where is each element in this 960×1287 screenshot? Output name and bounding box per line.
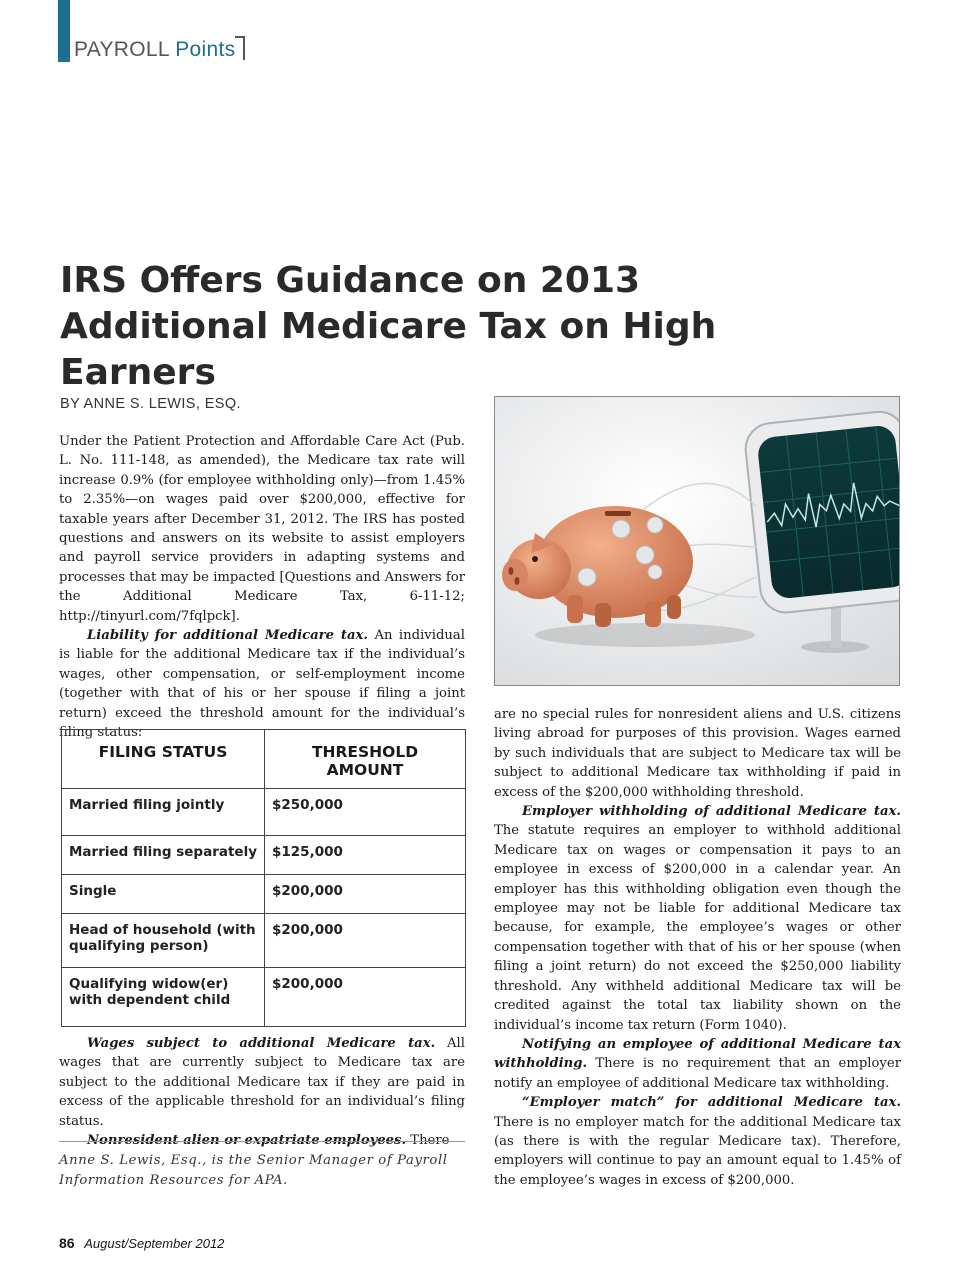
paragraph-employer-withholding <box>494 802 901 1035</box>
threshold-amount-cell: $200,000 <box>265 968 466 1027</box>
threshold-amount-cell: $125,000 <box>265 836 466 875</box>
header-suffix: Points <box>175 38 236 61</box>
article-title: IRS Offers Guidance on 2013 Additional Medicare Tax on High Earners <box>60 260 717 393</box>
author-bio: Anne S. Lewis, Esq., is the Senior Manager of Payroll Information Resources for APA. <box>59 1153 448 1188</box>
issue-date: August/September 2012 <box>84 1236 225 1251</box>
filing-status-cell: Married filing jointly <box>62 789 265 836</box>
lead-nonresident: Nonresident alien or expatriate employees. <box>87 1133 407 1149</box>
text-liability: An individual is liable for the additional Medicare tax if the individual’s wages, other compensation, or self-employment income (together with that of his or her spouse if filing a joint return) exceed the threshold amount for the individual’s filing status: <box>59 628 465 741</box>
page-number: 86 <box>59 1235 75 1251</box>
filing-status-cell: Married filing separately <box>62 836 265 875</box>
threshold-amount-cell: $200,000 <box>265 914 466 968</box>
intro-paragraph: Under the Patient Protection and Affordable Care Act (Pub. L. No. 111-148, as amended), the Medicare tax rate will increase 0.9% (for employee withholding only)—from 1.45% to 2.35%—on wages paid over $200,000, effective for taxable years after December 31, 2012. The IRS has posted questions and answers on its website to assist employers and payroll service providers in adapting systems and processes that may be impacted [Questions and Answers for the Additional Medicare Tax, 6-11-12; http://tinyurl.com/7fqlpck]. <box>59 434 465 624</box>
table-row <box>62 875 466 914</box>
table-row <box>62 968 466 1027</box>
filing-status-cell: Head of household (with qualifying person) <box>62 914 265 968</box>
text-nonresident: There <box>406 1133 450 1149</box>
bio-divider <box>59 1141 465 1142</box>
text-employer-withholding: The statute requires an employer to withhold additional Medicare tax on wages or compensation it pays to an employee in excess of $200,000 in a calendar year. An employer has this withholding obligation even though the employee may not be liable for additional Medicare tax because, for example, the employee’s wages or other compensation together with that of his or her spouse (when filing a joint return) do not exceed the $250,000 liability threshold. Any withheld additional Medicare tax will be credited against the total tax liability shown on the individual’s income tax return (Form 1040). <box>494 823 901 1033</box>
paragraph-liability <box>59 626 465 742</box>
lead-employer-match: “Employer match” for additional Medicare tax. <box>522 1095 901 1111</box>
filing-status-cell: Single <box>62 875 265 914</box>
lead-notifying: Notifying an employee of additional Medicare tax withholding. <box>494 1036 901 1072</box>
paragraph-employer-match <box>494 1093 901 1190</box>
paragraph-notifying <box>494 1035 901 1093</box>
column-left-bottom <box>59 1034 465 1150</box>
header-prefix: PAYROLL <box>74 38 170 61</box>
piggy-bank-illustration <box>494 396 900 686</box>
piggy-bank-monitor-graphic <box>495 397 900 686</box>
lead-employer-withholding: Employer withholding of additional Medicare tax. <box>522 804 901 820</box>
table-row <box>62 789 466 836</box>
lead-wages: Wages subject to additional Medicare tax. <box>87 1036 436 1051</box>
lead-liability: Liability for additional Medicare tax. <box>87 628 368 644</box>
page-footer <box>59 1235 224 1251</box>
text-employer-match: There is no employer match for the additional Medicare tax (as there is with the regular Medicare tax). Therefore, employers will continue to pay an amount equal to 1.45% of the employee’s wages in excess of $200,000. <box>494 1114 901 1188</box>
table-row <box>62 914 466 968</box>
header-corner-mark <box>235 36 245 60</box>
section-header <box>74 38 235 62</box>
table-row <box>62 836 466 875</box>
threshold-amount-cell: $200,000 <box>265 875 466 914</box>
byline: BY ANNE S. LEWIS, ESQ. <box>60 396 241 412</box>
text-notifying: There is no requirement that an employer notify an employee of additional Medicare tax withholding. <box>494 1056 901 1091</box>
table-header-row <box>62 730 466 789</box>
threshold-amount-cell: $250,000 <box>265 789 466 836</box>
column-right <box>494 705 901 1190</box>
header-filing-status: FILING STATUS <box>62 730 265 789</box>
header-accent-bar <box>58 0 70 62</box>
threshold-table <box>61 729 466 1027</box>
text-wages: All wages that are currently subject to Medicare tax are subject to the additional Medicare tax if they are paid in excess of the applicable threshold for an individual’s filing status. <box>59 1036 465 1129</box>
paragraph-nonresident-continued: are no special rules for nonresident aliens and U.S. citizens living abroad for purposes of this provision. Wages earned by such individuals that are subject to Medicare tax will be subject to additional Medicare tax withholding if paid in excess of the $200,000 withholding threshold. <box>494 707 901 800</box>
paragraph-wages <box>59 1034 465 1131</box>
header-threshold-amount: THRESHOLD AMOUNT <box>265 730 466 789</box>
column-left-top <box>59 432 465 743</box>
filing-status-cell: Qualifying widow(er) with dependent child <box>62 968 265 1027</box>
